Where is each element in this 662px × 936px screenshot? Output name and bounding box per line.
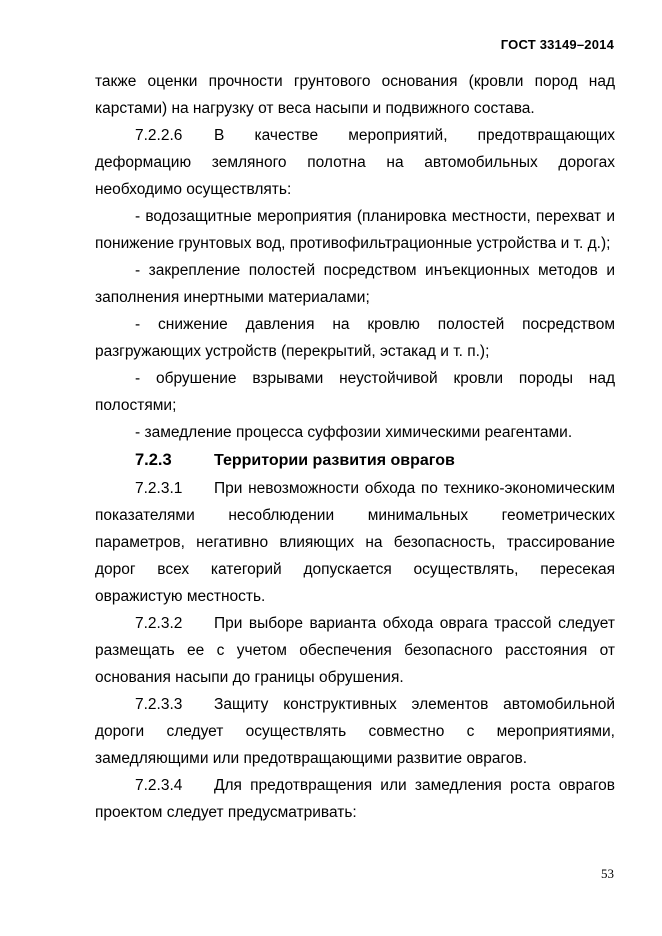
clause-number: 7.2.3.4 xyxy=(135,777,183,794)
section-heading-7-2-3 xyxy=(95,446,615,475)
paragraph-continuation: также оценки прочности грунтового основания (кровли пород над карстами) на нагрузку от веса насыпи и подвижного состава. xyxy=(95,73,615,117)
clause-7-2-3-1 xyxy=(95,475,615,610)
clause-text: При выборе варианта обхода оврага трассой следует размещать ее с учетом обеспечения безопасного расстояния от основания насыпи до границы обрушения. xyxy=(95,615,615,686)
clause-number: 7.2.3.3 xyxy=(135,696,183,713)
page-header-standard: ГОСТ 33149–2014 xyxy=(500,37,614,52)
clause-text: При невозможности обхода по технико-экономическим показателями несоблюдении минимальных геометрических параметров, негативно влияющих на безопасность, трассирование дорог всех категорий допускается осуществлять, пересекая овражистую местность. xyxy=(95,480,615,605)
clause-7-2-3-4 xyxy=(95,772,615,826)
clause-number: 7.2.3.1 xyxy=(135,480,183,497)
list-item-water-protection: - водозащитные мероприятия (планировка местности, перехват и понижение грунтовых вод, противофильтрационные устройства и т. д.); xyxy=(95,208,615,252)
document-body xyxy=(95,68,615,826)
clause-7-2-2-6 xyxy=(95,122,615,203)
list-item-pressure-reduction: - снижение давления на кровлю полостей посредством разгружающих устройств (перекрытий, эстакад и т. п.); xyxy=(95,316,615,360)
list-item-cavity-fixing: - закрепление полостей посредством инъекционных методов и заполнения инертными материалами; xyxy=(95,262,615,306)
clause-text: Защиту конструктивных элементов автомобильной дороги следует осуществлять совместно с мероприятиями, замедляющими или предотвращающими развитие оврагов. xyxy=(95,696,615,767)
clause-7-2-3-2 xyxy=(95,610,615,691)
list-item-blasting: - обрушение взрывами неустойчивой кровли породы над полостями; xyxy=(95,370,615,414)
page-number: 53 xyxy=(601,866,614,881)
clause-number: 7.2.2.6 xyxy=(135,127,183,144)
clause-text: В качестве мероприятий, предотвращающих деформацию земляного полотна на автомобильных дорогах необходимо осуществлять: xyxy=(95,127,615,198)
section-title: Территории развития оврагов xyxy=(214,452,455,469)
clause-number: 7.2.3.2 xyxy=(135,615,183,632)
list-item-suffosion: - замедление процесса суффозии химическими реагентами. xyxy=(135,424,573,441)
clause-7-2-3-3 xyxy=(95,691,615,772)
section-number: 7.2.3 xyxy=(135,451,172,469)
clause-text: Для предотвращения или замедления роста оврагов проектом следует предусматривать: xyxy=(95,777,615,821)
